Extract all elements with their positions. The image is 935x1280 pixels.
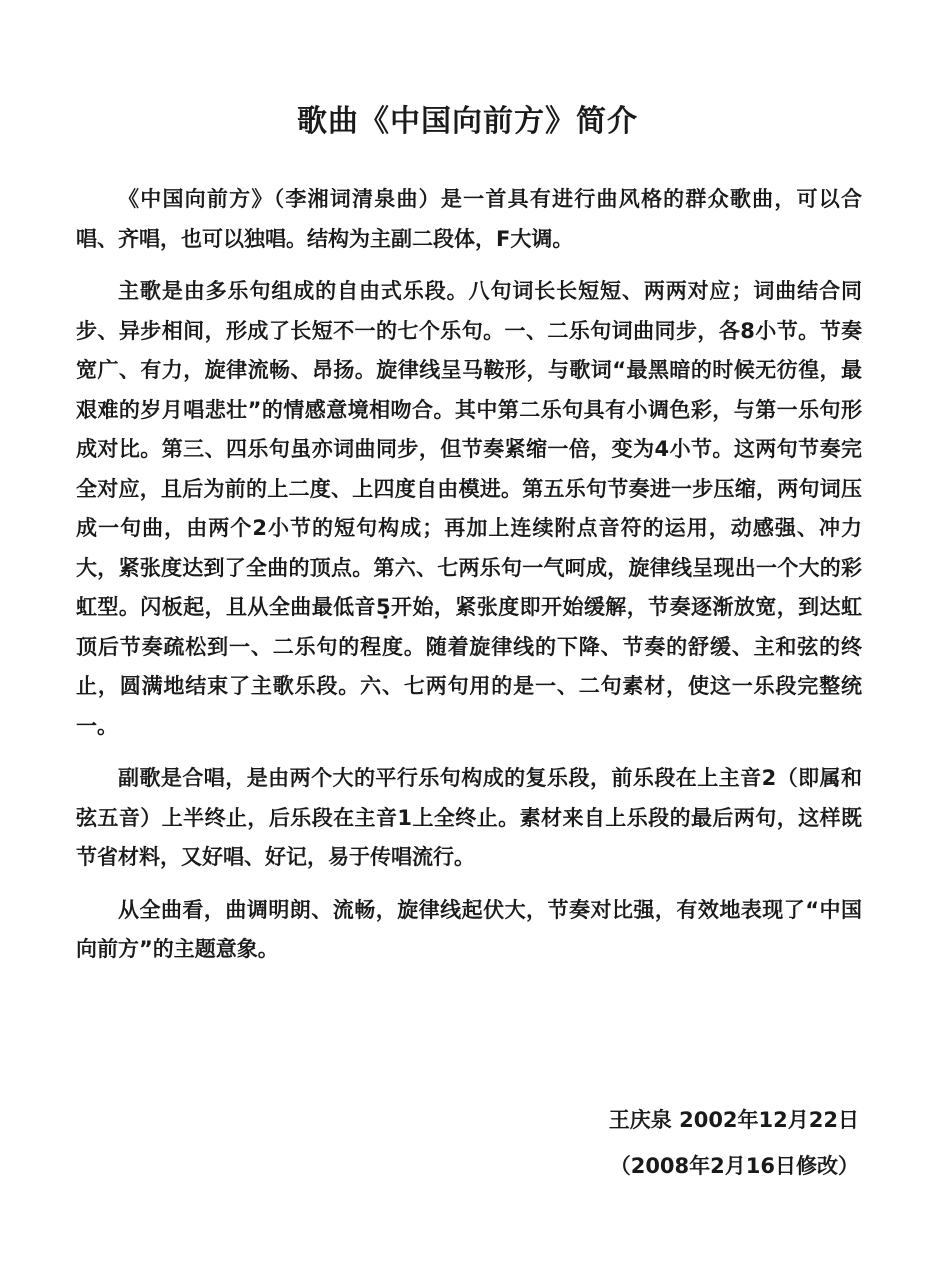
document-title: 歌曲《中国向前方》简介 [297,104,638,140]
paragraph-verse: 主歌是由多乐句组成的自由式乐段。八句词长长短短、两两对应；词曲结合同步、异步相间，形成了长短不一的七个乐句。一、二乐句词曲同步，各8小节。节奏宽广、有力，旋律流畅、昂扬。旋律线呈马鞍形，与歌词“最黑暗的时候无彷徨，最艰难的岁月唱悲壮”的情感意境相吻合。其中第二乐句具有小调色彩，与第一乐句形成对比。第三、四乐句虽亦词曲同步，但节奏紧缩一倍，变为4小节。这两句节奏完全对应，且后为前的上二度、上四度自由模进。第五乐句节奏进一步压缩，两句词压成一句曲，由两个2小节的短句构成；再加上连续附点音符的运用，动感强、冲力大，紧张度达到了全曲的顶点。第六、七两乐句一气呵成，旋律线呈现出一个大的彩虹型。闪板起，且从全曲最低音5̣开始，紧张度即开始缓解，节奏逐渐放宽，到达虹顶后节奏疏松到一、二乐句的程度。随着旋律线的下降、节奏的舒缓、主和弦的终止，圆满地结束了主歌乐段。六、七两句用的是一、二句素材，使这一乐段完整统一。 [76,279,862,738]
paragraph-intro: 《中国向前方》（李湘词清泉曲）是一首具有进行曲风格的群众歌曲，可以合唱、齐唱，也可以独唱。结构为主副二段体，F大调。 [76,187,862,251]
revision-date: （2008年2月16日修改） [609,1154,859,1178]
author-date: 王庆泉 2002年12月22日 [608,1108,859,1132]
document-body [76,180,862,983]
paragraph-chorus: 副歌是合唱，是由两个大的平行乐句构成的复乐段，前乐段在上主音2（即属和弦五音）上半终止，后乐段在主音1上全终止。素材来自上乐段的最后两句，这样既节省材料，又好唱、好记，易于传唱流行。 [76,766,862,869]
paragraph-summary: 从全曲看，曲调明朗、流畅，旋律线起伏大，节奏对比强，有效地表现了“中国向前方”的主题意象。 [76,897,862,961]
signature-block [609,1097,859,1189]
